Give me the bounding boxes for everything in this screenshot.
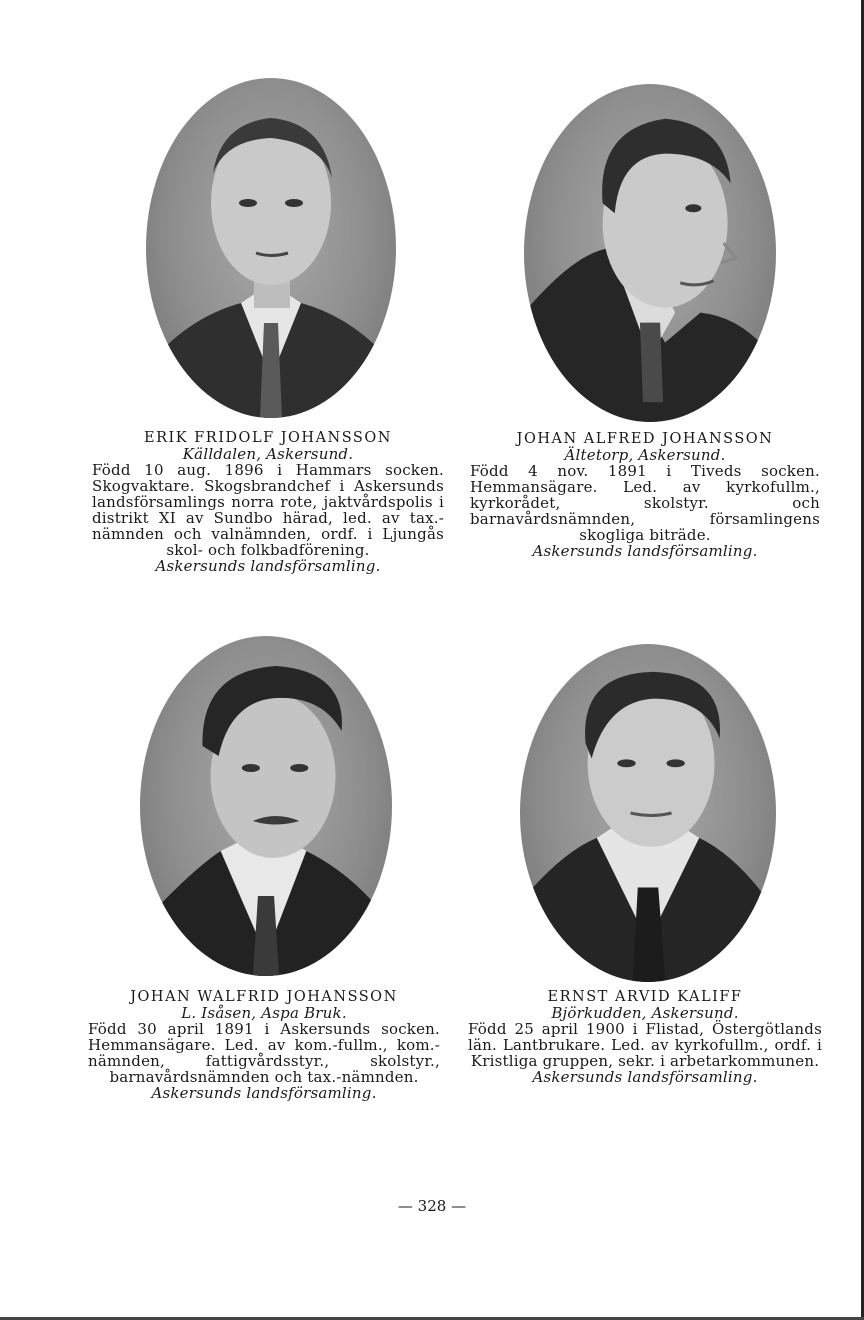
person-residence: Björkudden, Askersund. bbox=[551, 1004, 739, 1022]
person-biography: Född 10 aug. 1896 i Hammars socken. Skogvaktare. Skogsbrandchef i Askersunds landsförsamlings norra rote, jaktvårdspolis i distrikt XI av Sundbo härad, led. av tax.-nämnden och valnämnden, ordf. i Ljungås skol- och folkbadförening. bbox=[92, 461, 444, 559]
person-name: JOHAN WALFRID JOHANSSON bbox=[130, 989, 398, 1005]
person-biography: Född 30 april 1891 i Askersunds socken. Hemmansägare. Led. av kom.-fullm., kom.-nämnden, fattigvårdsstyr., skolstyr., barnavårdsnämnden och tax.-nämnden. bbox=[88, 1020, 440, 1086]
portrait-photo bbox=[146, 78, 396, 418]
biography-entry bbox=[468, 989, 822, 1085]
person-parish: Askersunds landsförsamling. bbox=[155, 557, 381, 575]
person-residence: L. Isåsen, Aspa Bruk. bbox=[181, 1004, 347, 1022]
portrait-photo bbox=[140, 636, 392, 976]
person-name: JOHAN ALFRED JOHANSSON bbox=[516, 431, 774, 447]
biography-entry bbox=[470, 431, 820, 559]
person-name: ERNST ARVID KALIFF bbox=[547, 989, 743, 1005]
person-residence: Ältetorp, Askersund. bbox=[564, 446, 726, 464]
person-biography: Född 25 april 1900 i Flistad, Östergötlands län. Lantbrukare. Led. av kyrkofullm., ordf. i Kristliga gruppen, sekr. i arbetarkommunen. bbox=[468, 1020, 822, 1070]
person-parish: Askersunds landsförsamling. bbox=[532, 1068, 758, 1086]
person-name: ERIK FRIDOLF JOHANSSON bbox=[144, 430, 392, 446]
person-parish: Askersunds landsförsamling. bbox=[532, 542, 758, 560]
portrait-photo bbox=[520, 644, 776, 982]
page-number: — 328 — bbox=[397, 1197, 467, 1215]
portrait-photo bbox=[524, 84, 776, 422]
biography-entry bbox=[88, 989, 440, 1101]
biography-entry bbox=[92, 430, 444, 574]
person-parish: Askersunds landsförsamling. bbox=[151, 1084, 377, 1102]
person-biography: Född 4 nov. 1891 i Tiveds socken. Hemmansägare. Led. av kyrkofullm., kyrkorådet, skolstyr. och barnavårdsnämnden, församlingens skogliga biträde. bbox=[470, 462, 820, 544]
person-residence: Källdalen, Askersund. bbox=[182, 445, 354, 463]
